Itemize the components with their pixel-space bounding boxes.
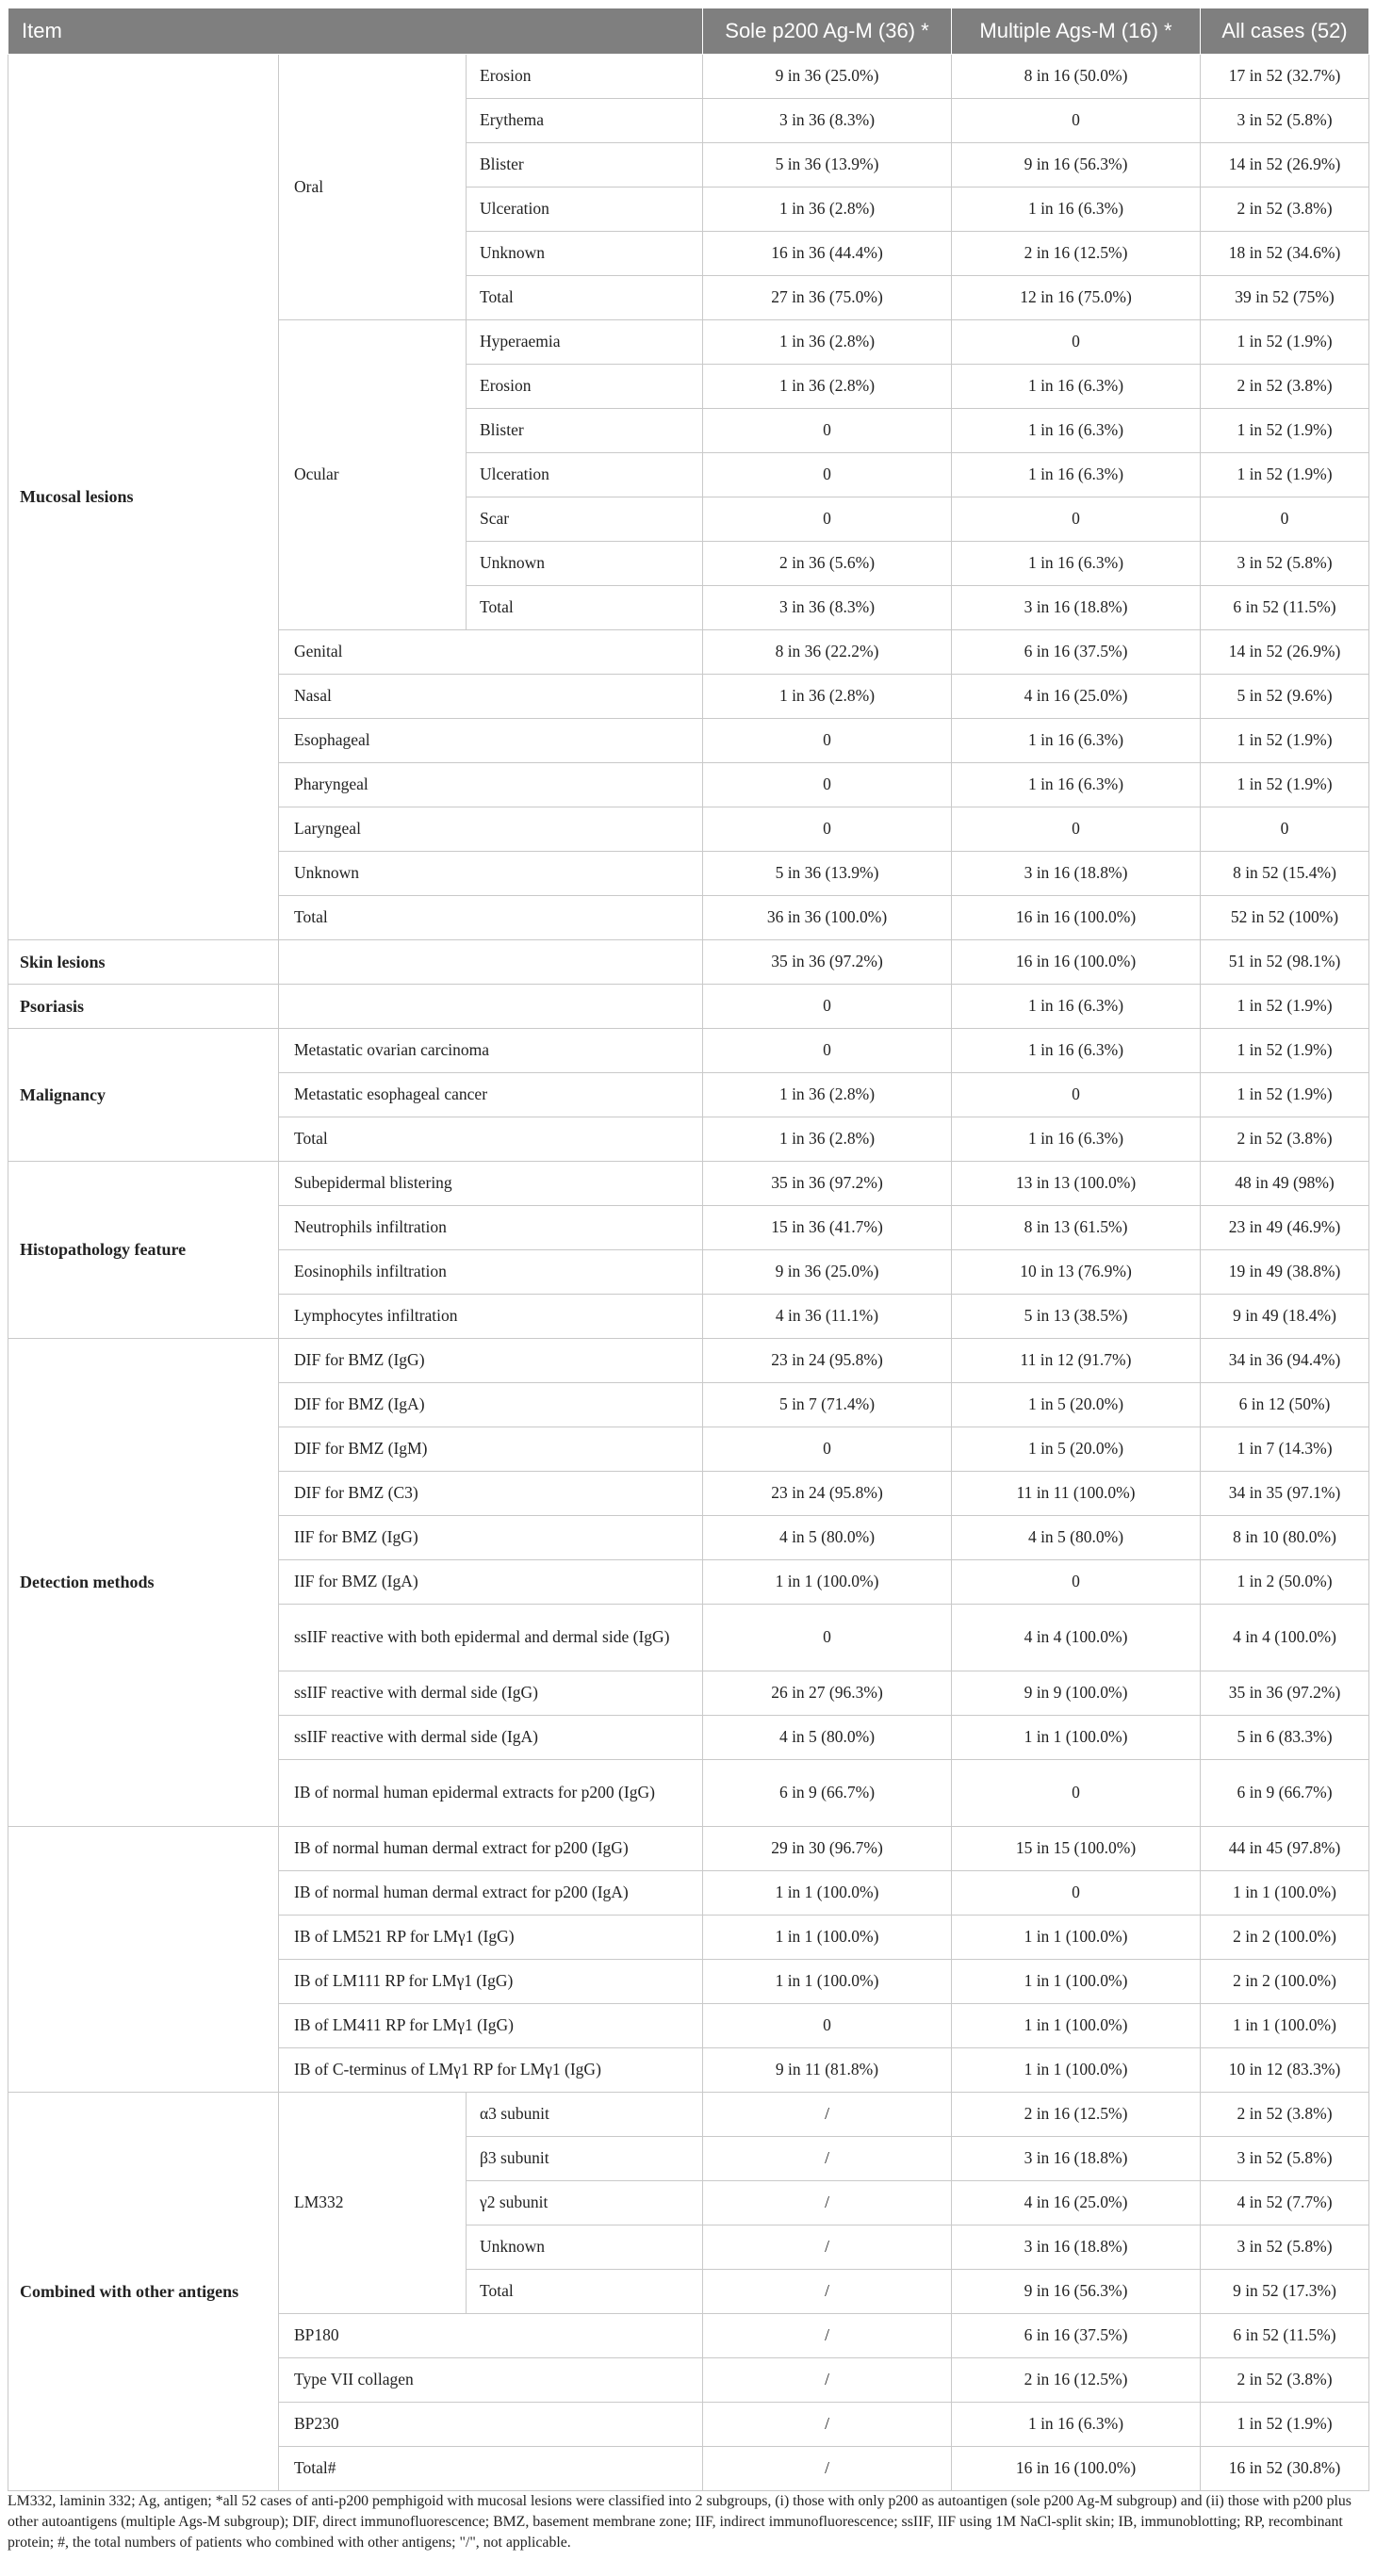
sole-p200-value: /	[703, 2358, 952, 2403]
header-all-cases: All cases (52)	[1201, 8, 1369, 55]
subcategory-cell: Subepidermal blistering	[279, 1162, 703, 1206]
all-cases-value: 0	[1201, 497, 1369, 542]
sole-p200-value: 26 in 27 (96.3%)	[703, 1671, 952, 1716]
subcategory-cell: DIF for BMZ (IgA)	[279, 1383, 703, 1427]
sole-p200-value: 1 in 36 (2.8%)	[703, 675, 952, 719]
sole-p200-value: 0	[703, 2004, 952, 2048]
category-cell: Histopathology feature	[8, 1162, 279, 1339]
multiple-ags-value: 1 in 5 (20.0%)	[952, 1383, 1201, 1427]
detail-cell: β3 subunit	[467, 2137, 703, 2181]
sole-p200-value: 1 in 1 (100.0%)	[703, 1916, 952, 1960]
subcategory-cell: IB of normal human dermal extract for p200 (IgA)	[279, 1871, 703, 1916]
sole-p200-value: 0	[703, 1029, 952, 1073]
multiple-ags-value: 1 in 1 (100.0%)	[952, 1960, 1201, 2004]
detail-cell: Scar	[467, 497, 703, 542]
sole-p200-value: 3 in 36 (8.3%)	[703, 586, 952, 630]
subcategory-cell: Nasal	[279, 675, 703, 719]
subcategory-cell: Total#	[279, 2447, 703, 2491]
all-cases-value: 1 in 52 (1.9%)	[1201, 320, 1369, 365]
detail-cell: Unknown	[467, 232, 703, 276]
all-cases-value: 2 in 52 (3.8%)	[1201, 365, 1369, 409]
subcategory-cell: Neutrophils infiltration	[279, 1206, 703, 1250]
subcategory-cell: Metastatic ovarian carcinoma	[279, 1029, 703, 1073]
multiple-ags-value: 1 in 1 (100.0%)	[952, 1716, 1201, 1760]
sole-p200-value: 1 in 36 (2.8%)	[703, 187, 952, 232]
multiple-ags-value: 2 in 16 (12.5%)	[952, 2358, 1201, 2403]
all-cases-value: 48 in 49 (98%)	[1201, 1162, 1369, 1206]
all-cases-value: 1 in 52 (1.9%)	[1201, 1073, 1369, 1117]
detail-cell: Erosion	[467, 55, 703, 99]
sole-p200-value: 5 in 36 (13.9%)	[703, 852, 952, 896]
multiple-ags-value: 4 in 4 (100.0%)	[952, 1605, 1201, 1671]
multiple-ags-value: 6 in 16 (37.5%)	[952, 630, 1201, 675]
multiple-ags-value: 1 in 16 (6.3%)	[952, 453, 1201, 497]
sole-p200-value: /	[703, 2093, 952, 2137]
sole-p200-value: 1 in 36 (2.8%)	[703, 320, 952, 365]
all-cases-value: 51 in 52 (98.1%)	[1201, 940, 1369, 985]
multiple-ags-value: 4 in 16 (25.0%)	[952, 675, 1201, 719]
all-cases-value: 1 in 2 (50.0%)	[1201, 1560, 1369, 1605]
header-item: Item	[8, 8, 703, 55]
multiple-ags-value: 11 in 12 (91.7%)	[952, 1339, 1201, 1383]
all-cases-value: 2 in 52 (3.8%)	[1201, 1117, 1369, 1162]
all-cases-value: 34 in 36 (94.4%)	[1201, 1339, 1369, 1383]
multiple-ags-value: 0	[952, 1871, 1201, 1916]
all-cases-value: 3 in 52 (5.8%)	[1201, 2225, 1369, 2270]
subcategory-cell: IB of LM111 RP for LMγ1 (IgG)	[279, 1960, 703, 2004]
subcategory-cell: ssIIF reactive with both epidermal and dermal side (IgG)	[279, 1605, 703, 1671]
all-cases-value: 10 in 12 (83.3%)	[1201, 2048, 1369, 2093]
all-cases-value: 6 in 52 (11.5%)	[1201, 586, 1369, 630]
sole-p200-value: 0	[703, 409, 952, 453]
all-cases-value: 1 in 52 (1.9%)	[1201, 985, 1369, 1029]
subcategory-cell: IIF for BMZ (IgA)	[279, 1560, 703, 1605]
subcategory-cell: Type VII collagen	[279, 2358, 703, 2403]
multiple-ags-value: 3 in 16 (18.8%)	[952, 852, 1201, 896]
sole-p200-value: 9 in 36 (25.0%)	[703, 1250, 952, 1295]
sole-p200-value: 4 in 5 (80.0%)	[703, 1716, 952, 1760]
multiple-ags-value: 1 in 1 (100.0%)	[952, 2004, 1201, 2048]
multiple-ags-value: 0	[952, 1760, 1201, 1827]
multiple-ags-value: 3 in 16 (18.8%)	[952, 2225, 1201, 2270]
sole-p200-value: 0	[703, 985, 952, 1029]
detail-cell: Ulceration	[467, 453, 703, 497]
sole-p200-value: 36 in 36 (100.0%)	[703, 896, 952, 940]
all-cases-value: 6 in 9 (66.7%)	[1201, 1760, 1369, 1827]
multiple-ags-value: 1 in 16 (6.3%)	[952, 409, 1201, 453]
table-row	[8, 1162, 1369, 1206]
subcategory-cell: DIF for BMZ (IgG)	[279, 1339, 703, 1383]
multiple-ags-value: 1 in 16 (6.3%)	[952, 719, 1201, 763]
all-cases-value: 19 in 49 (38.8%)	[1201, 1250, 1369, 1295]
all-cases-value: 34 in 35 (97.1%)	[1201, 1472, 1369, 1516]
category-cell: Skin lesions	[8, 940, 279, 985]
subcategory-cell: LM332	[279, 2093, 467, 2314]
all-cases-value: 1 in 1 (100.0%)	[1201, 2004, 1369, 2048]
subcategory-cell: DIF for BMZ (IgM)	[279, 1427, 703, 1472]
sole-p200-value: 4 in 5 (80.0%)	[703, 1516, 952, 1560]
subcategory-cell: ssIIF reactive with dermal side (IgG)	[279, 1671, 703, 1716]
multiple-ags-value: 16 in 16 (100.0%)	[952, 940, 1201, 985]
sole-p200-value: 0	[703, 453, 952, 497]
all-cases-value: 16 in 52 (30.8%)	[1201, 2447, 1369, 2491]
sole-p200-value: 5 in 36 (13.9%)	[703, 143, 952, 187]
subcategory-cell: Oral	[279, 55, 467, 320]
sole-p200-value: 23 in 24 (95.8%)	[703, 1339, 952, 1383]
header-sole-p200: Sole p200 Ag-M (36) *	[703, 8, 952, 55]
subcategory-cell: BP180	[279, 2314, 703, 2358]
multiple-ags-value: 0	[952, 320, 1201, 365]
multiple-ags-value: 9 in 16 (56.3%)	[952, 2270, 1201, 2314]
multiple-ags-value: 1 in 16 (6.3%)	[952, 542, 1201, 586]
detail-cell: Erythema	[467, 99, 703, 143]
table-row	[8, 1029, 1369, 1073]
all-cases-value: 9 in 49 (18.4%)	[1201, 1295, 1369, 1339]
results-table	[8, 8, 1369, 2491]
category-cell: Detection methods	[8, 1339, 279, 1827]
subcategory-cell: Ocular	[279, 320, 467, 630]
table-row	[8, 1827, 1369, 1871]
multiple-ags-value: 1 in 16 (6.3%)	[952, 1117, 1201, 1162]
detail-cell: Unknown	[467, 2225, 703, 2270]
all-cases-value: 52 in 52 (100%)	[1201, 896, 1369, 940]
all-cases-value: 6 in 12 (50%)	[1201, 1383, 1369, 1427]
subcategory-cell	[279, 985, 703, 1029]
detail-cell: Erosion	[467, 365, 703, 409]
subcategory-cell: ssIIF reactive with dermal side (IgA)	[279, 1716, 703, 1760]
subcategory-cell: Eosinophils infiltration	[279, 1250, 703, 1295]
all-cases-value: 2 in 2 (100.0%)	[1201, 1960, 1369, 2004]
multiple-ags-value: 4 in 5 (80.0%)	[952, 1516, 1201, 1560]
table-footnote: LM332, laminin 332; Ag, antigen; *all 52 cases of anti-p200 pemphigoid with mucosal lesions were classified into 2 subgroups, (i) those with only p200 as autoantigen (sole p200 Ag-M subgroup) and (ii) those with p200 plus other autoantigens (multiple Ags-M subgroup); DIF, direct immunofluorescence; BMZ, basement membrane zone; IIF, indirect immunofluorescence; ssIIF, IIF using 1M NaCl-split skin; IB, immunoblotting; RP, recombinant protein; #, the total numbers of patients who combined with other antigens; "/", not applicable.	[8, 2493, 1351, 2551]
sole-p200-value: /	[703, 2314, 952, 2358]
sole-p200-value: /	[703, 2403, 952, 2447]
subcategory-cell: BP230	[279, 2403, 703, 2447]
detail-cell: Hyperaemia	[467, 320, 703, 365]
subcategory-cell: Metastatic esophageal cancer	[279, 1073, 703, 1117]
all-cases-value: 2 in 52 (3.8%)	[1201, 2093, 1369, 2137]
all-cases-value: 2 in 52 (3.8%)	[1201, 187, 1369, 232]
subcategory-cell: IIF for BMZ (IgG)	[279, 1516, 703, 1560]
multiple-ags-value: 9 in 9 (100.0%)	[952, 1671, 1201, 1716]
all-cases-value: 2 in 2 (100.0%)	[1201, 1916, 1369, 1960]
category-cell: Psoriasis	[8, 985, 279, 1029]
detail-cell: Total	[467, 586, 703, 630]
sole-p200-value: 8 in 36 (22.2%)	[703, 630, 952, 675]
all-cases-value: 14 in 52 (26.9%)	[1201, 630, 1369, 675]
multiple-ags-value: 15 in 15 (100.0%)	[952, 1827, 1201, 1871]
sole-p200-value: 0	[703, 719, 952, 763]
detail-cell: Unknown	[467, 542, 703, 586]
all-cases-value: 3 in 52 (5.8%)	[1201, 2137, 1369, 2181]
subcategory-cell: Esophageal	[279, 719, 703, 763]
subcategory-cell: IB of LM521 RP for LMγ1 (IgG)	[279, 1916, 703, 1960]
sole-p200-value: /	[703, 2270, 952, 2314]
sole-p200-value: 5 in 7 (71.4%)	[703, 1383, 952, 1427]
subcategory-cell: IB of normal human dermal extract for p200 (IgG)	[279, 1827, 703, 1871]
subcategory-cell: Total	[279, 896, 703, 940]
sole-p200-value: 29 in 30 (96.7%)	[703, 1827, 952, 1871]
subcategory-cell: Lymphocytes infiltration	[279, 1295, 703, 1339]
sole-p200-value: 4 in 36 (11.1%)	[703, 1295, 952, 1339]
sole-p200-value: 35 in 36 (97.2%)	[703, 940, 952, 985]
sole-p200-value: 1 in 36 (2.8%)	[703, 1117, 952, 1162]
multiple-ags-value: 12 in 16 (75.0%)	[952, 276, 1201, 320]
table-header-row	[8, 8, 1369, 55]
multiple-ags-value: 6 in 16 (37.5%)	[952, 2314, 1201, 2358]
all-cases-value: 39 in 52 (75%)	[1201, 276, 1369, 320]
sole-p200-value: 0	[703, 1605, 952, 1671]
multiple-ags-value: 16 in 16 (100.0%)	[952, 896, 1201, 940]
all-cases-value: 6 in 52 (11.5%)	[1201, 2314, 1369, 2358]
multiple-ags-value: 13 in 13 (100.0%)	[952, 1162, 1201, 1206]
subcategory-cell: IB of C-terminus of LMγ1 RP for LMγ1 (IgG)	[279, 2048, 703, 2093]
category-cell: Malignancy	[8, 1029, 279, 1162]
detail-cell: Total	[467, 2270, 703, 2314]
sole-p200-value: 1 in 1 (100.0%)	[703, 1960, 952, 2004]
detail-cell: Total	[467, 276, 703, 320]
all-cases-value: 4 in 4 (100.0%)	[1201, 1605, 1369, 1671]
sole-p200-value: 35 in 36 (97.2%)	[703, 1162, 952, 1206]
subcategory-cell: IB of normal human epidermal extracts for p200 (IgG)	[279, 1760, 703, 1827]
all-cases-value: 1 in 52 (1.9%)	[1201, 1029, 1369, 1073]
detail-cell: Ulceration	[467, 187, 703, 232]
multiple-ags-value: 3 in 16 (18.8%)	[952, 2137, 1201, 2181]
multiple-ags-value: 4 in 16 (25.0%)	[952, 2181, 1201, 2225]
multiple-ags-value: 1 in 16 (6.3%)	[952, 365, 1201, 409]
multiple-ags-value: 5 in 13 (38.5%)	[952, 1295, 1201, 1339]
all-cases-value: 44 in 45 (97.8%)	[1201, 1827, 1369, 1871]
multiple-ags-value: 1 in 16 (6.3%)	[952, 763, 1201, 807]
multiple-ags-value: 1 in 1 (100.0%)	[952, 1916, 1201, 1960]
header-multiple-ags: Multiple Ags-M (16) *	[952, 8, 1201, 55]
sole-p200-value: 3 in 36 (8.3%)	[703, 99, 952, 143]
multiple-ags-value: 0	[952, 807, 1201, 852]
detail-cell: γ2 subunit	[467, 2181, 703, 2225]
multiple-ags-value: 2 in 16 (12.5%)	[952, 232, 1201, 276]
all-cases-value: 8 in 52 (15.4%)	[1201, 852, 1369, 896]
multiple-ags-value: 0	[952, 1560, 1201, 1605]
all-cases-value: 3 in 52 (5.8%)	[1201, 99, 1369, 143]
table-row	[8, 1339, 1369, 1383]
all-cases-value: 17 in 52 (32.7%)	[1201, 55, 1369, 99]
subcategory-cell: Unknown	[279, 852, 703, 896]
multiple-ags-value: 1 in 5 (20.0%)	[952, 1427, 1201, 1472]
all-cases-value: 3 in 52 (5.8%)	[1201, 542, 1369, 586]
sole-p200-value: /	[703, 2181, 952, 2225]
all-cases-value: 1 in 52 (1.9%)	[1201, 719, 1369, 763]
subcategory-cell: Total	[279, 1117, 703, 1162]
multiple-ags-value: 0	[952, 1073, 1201, 1117]
subcategory-cell: Laryngeal	[279, 807, 703, 852]
sole-p200-value: /	[703, 2137, 952, 2181]
multiple-ags-value: 10 in 13 (76.9%)	[952, 1250, 1201, 1295]
table-row	[8, 55, 1369, 99]
subcategory-cell: Genital	[279, 630, 703, 675]
all-cases-value: 5 in 52 (9.6%)	[1201, 675, 1369, 719]
subcategory-cell: IB of LM411 RP for LMγ1 (IgG)	[279, 2004, 703, 2048]
all-cases-value: 1 in 52 (1.9%)	[1201, 2403, 1369, 2447]
sole-p200-value: 0	[703, 1427, 952, 1472]
sole-p200-value: 1 in 1 (100.0%)	[703, 1871, 952, 1916]
multiple-ags-value: 1 in 16 (6.3%)	[952, 985, 1201, 1029]
multiple-ags-value: 3 in 16 (18.8%)	[952, 586, 1201, 630]
sole-p200-value: 1 in 36 (2.8%)	[703, 365, 952, 409]
sole-p200-value: 9 in 36 (25.0%)	[703, 55, 952, 99]
table-row	[8, 940, 1369, 985]
table-row	[8, 985, 1369, 1029]
multiple-ags-value: 1 in 1 (100.0%)	[952, 2048, 1201, 2093]
all-cases-value: 4 in 52 (7.7%)	[1201, 2181, 1369, 2225]
sole-p200-value: 27 in 36 (75.0%)	[703, 276, 952, 320]
multiple-ags-value: 8 in 16 (50.0%)	[952, 55, 1201, 99]
all-cases-value: 18 in 52 (34.6%)	[1201, 232, 1369, 276]
all-cases-value: 23 in 49 (46.9%)	[1201, 1206, 1369, 1250]
multiple-ags-value: 0	[952, 99, 1201, 143]
sole-p200-value: 0	[703, 497, 952, 542]
sole-p200-value: 9 in 11 (81.8%)	[703, 2048, 952, 2093]
multiple-ags-value: 8 in 13 (61.5%)	[952, 1206, 1201, 1250]
sole-p200-value: 2 in 36 (5.6%)	[703, 542, 952, 586]
detail-cell: Blister	[467, 409, 703, 453]
sole-p200-value: 0	[703, 807, 952, 852]
sole-p200-value: 15 in 36 (41.7%)	[703, 1206, 952, 1250]
multiple-ags-value: 9 in 16 (56.3%)	[952, 143, 1201, 187]
sole-p200-value: 16 in 36 (44.4%)	[703, 232, 952, 276]
all-cases-value: 0	[1201, 807, 1369, 852]
multiple-ags-value: 1 in 16 (6.3%)	[952, 1029, 1201, 1073]
multiple-ags-value: 0	[952, 497, 1201, 542]
multiple-ags-value: 1 in 16 (6.3%)	[952, 187, 1201, 232]
subcategory-cell	[279, 940, 703, 985]
table-body	[8, 55, 1369, 2491]
multiple-ags-value: 16 in 16 (100.0%)	[952, 2447, 1201, 2491]
subcategory-cell: Pharyngeal	[279, 763, 703, 807]
all-cases-value: 8 in 10 (80.0%)	[1201, 1516, 1369, 1560]
sole-p200-value: /	[703, 2225, 952, 2270]
multiple-ags-value: 2 in 16 (12.5%)	[952, 2093, 1201, 2137]
sole-p200-value: 1 in 36 (2.8%)	[703, 1073, 952, 1117]
sole-p200-value: 0	[703, 763, 952, 807]
table-row	[8, 2093, 1369, 2137]
sole-p200-value: 1 in 1 (100.0%)	[703, 1560, 952, 1605]
sole-p200-value: /	[703, 2447, 952, 2491]
all-cases-value: 1 in 7 (14.3%)	[1201, 1427, 1369, 1472]
category-cell: Mucosal lesions	[8, 55, 279, 940]
sole-p200-value: 6 in 9 (66.7%)	[703, 1760, 952, 1827]
sole-p200-value: 23 in 24 (95.8%)	[703, 1472, 952, 1516]
all-cases-value: 5 in 6 (83.3%)	[1201, 1716, 1369, 1760]
all-cases-value: 9 in 52 (17.3%)	[1201, 2270, 1369, 2314]
detail-cell: α3 subunit	[467, 2093, 703, 2137]
all-cases-value: 1 in 52 (1.9%)	[1201, 763, 1369, 807]
subcategory-cell: DIF for BMZ (C3)	[279, 1472, 703, 1516]
category-cell: Combined with other antigens	[8, 2093, 279, 2491]
multiple-ags-value: 11 in 11 (100.0%)	[952, 1472, 1201, 1516]
all-cases-value: 1 in 1 (100.0%)	[1201, 1871, 1369, 1916]
all-cases-value: 35 in 36 (97.2%)	[1201, 1671, 1369, 1716]
detail-cell: Blister	[467, 143, 703, 187]
all-cases-value: 1 in 52 (1.9%)	[1201, 409, 1369, 453]
all-cases-value: 2 in 52 (3.8%)	[1201, 2358, 1369, 2403]
all-cases-value: 1 in 52 (1.9%)	[1201, 453, 1369, 497]
category-cell	[8, 1827, 279, 2093]
multiple-ags-value: 1 in 16 (6.3%)	[952, 2403, 1201, 2447]
all-cases-value: 14 in 52 (26.9%)	[1201, 143, 1369, 187]
